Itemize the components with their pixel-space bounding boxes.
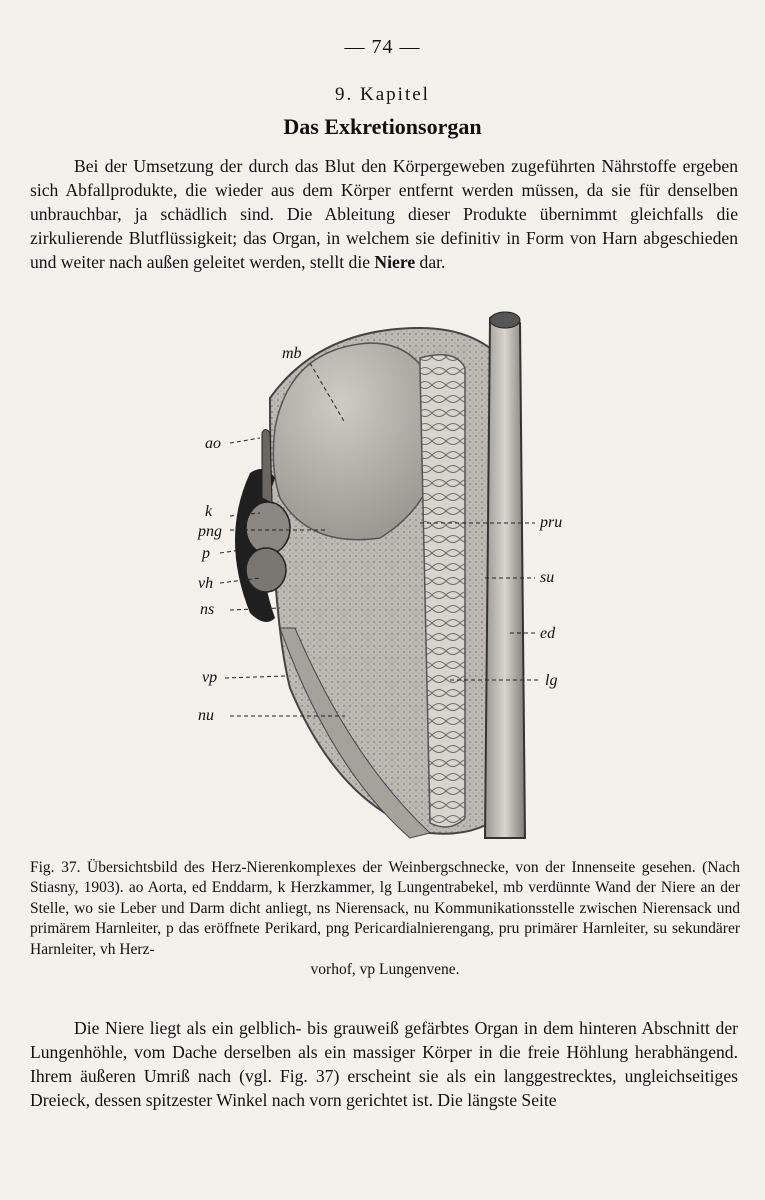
figure-37 — [180, 308, 600, 848]
chapter-title: Das Exkretionsorgan — [283, 114, 482, 139]
figure-caption — [30, 858, 740, 980]
label-k: k — [205, 503, 213, 520]
label-mb: mb — [282, 345, 302, 362]
heart-atrium — [246, 548, 286, 592]
label-su: su — [540, 569, 555, 586]
caption-last-line: vorhof, vp Lungenvene. — [310, 961, 460, 979]
chapter-heading: 9. Kapitel — [335, 84, 430, 105]
label-vp: vp — [202, 669, 218, 686]
heart-ventricle — [246, 502, 290, 554]
intro-text-a: Bei der Umsetzung der durch das Blut den Körpergeweben zugeführten Nährstoffe ergeben sich Abfallprodukte, die wieder aus dem Körper entfernt werden müssen, da sie für denselben unbrauchbar, ja schädlich sind. Die Ableitung dieser Produkte übernimmt gleichfalls die zirkulierende Blutflüssigkeit; das Organ, in welchem sie definitiv in Form von Harn abgeschieden und weiter nach außen geleitet werden, stellt die — [30, 156, 738, 272]
intro-bold-term: Niere — [374, 252, 416, 272]
label-ns: ns — [200, 601, 215, 618]
intro-text-b: dar. — [415, 252, 446, 272]
ureter-tube — [485, 314, 525, 838]
label-pru: pru — [540, 514, 563, 531]
body-paragraph: Die Niere liegt als ein gelblich- bis grauweiß gefärbtes Organ in dem hinteren Abschnitt der Lungenhöhle, vom Dache derselben als ein massiger Körper in die freie Höhlung herabhängend. Ihrem äußeren Umriß nach (vgl. Fig. 37) erscheint sie als ein langgestrecktes, ungleichseitiges Dreieck, dessen spitzester Winkel nach vorn gerichtet ist. Die längste Seite — [30, 1018, 738, 1110]
label-lg: lg — [545, 672, 558, 689]
caption-text: Fig. 37. Übersichtsbild des Herz-Nierenkomplexes der Weinbergschnecke, von der Innenseite gesehen. (Nach Stiasny, 1903). ao Aorta, ed Enddarm, k Herzkammer, lg Lungentrabekel, mb verdünnte Wand der Niere an der Stelle, wo sie Leber und Darm dicht anliegt, ns Nierensack, nu Kommunikationsstelle zwischen Nierensack und primärem Harnleiter, p das eröffnete Perikard, png Pericardialnierengang, pru primärer Harnleiter, su sekundärer Harnleiter, vh Herz- — [30, 859, 740, 958]
heart-kidney-illustration — [180, 308, 600, 848]
aorta — [262, 430, 272, 504]
tube-opening — [490, 312, 520, 328]
label-ed: ed — [540, 625, 556, 642]
label-vh: vh — [198, 575, 214, 592]
label-nu: nu — [198, 707, 214, 724]
page-number: — 74 — — [344, 36, 421, 58]
intro-paragraph — [30, 154, 738, 274]
label-ao: ao — [205, 435, 221, 452]
label-p: p — [202, 545, 210, 562]
label-png: png — [198, 523, 222, 540]
